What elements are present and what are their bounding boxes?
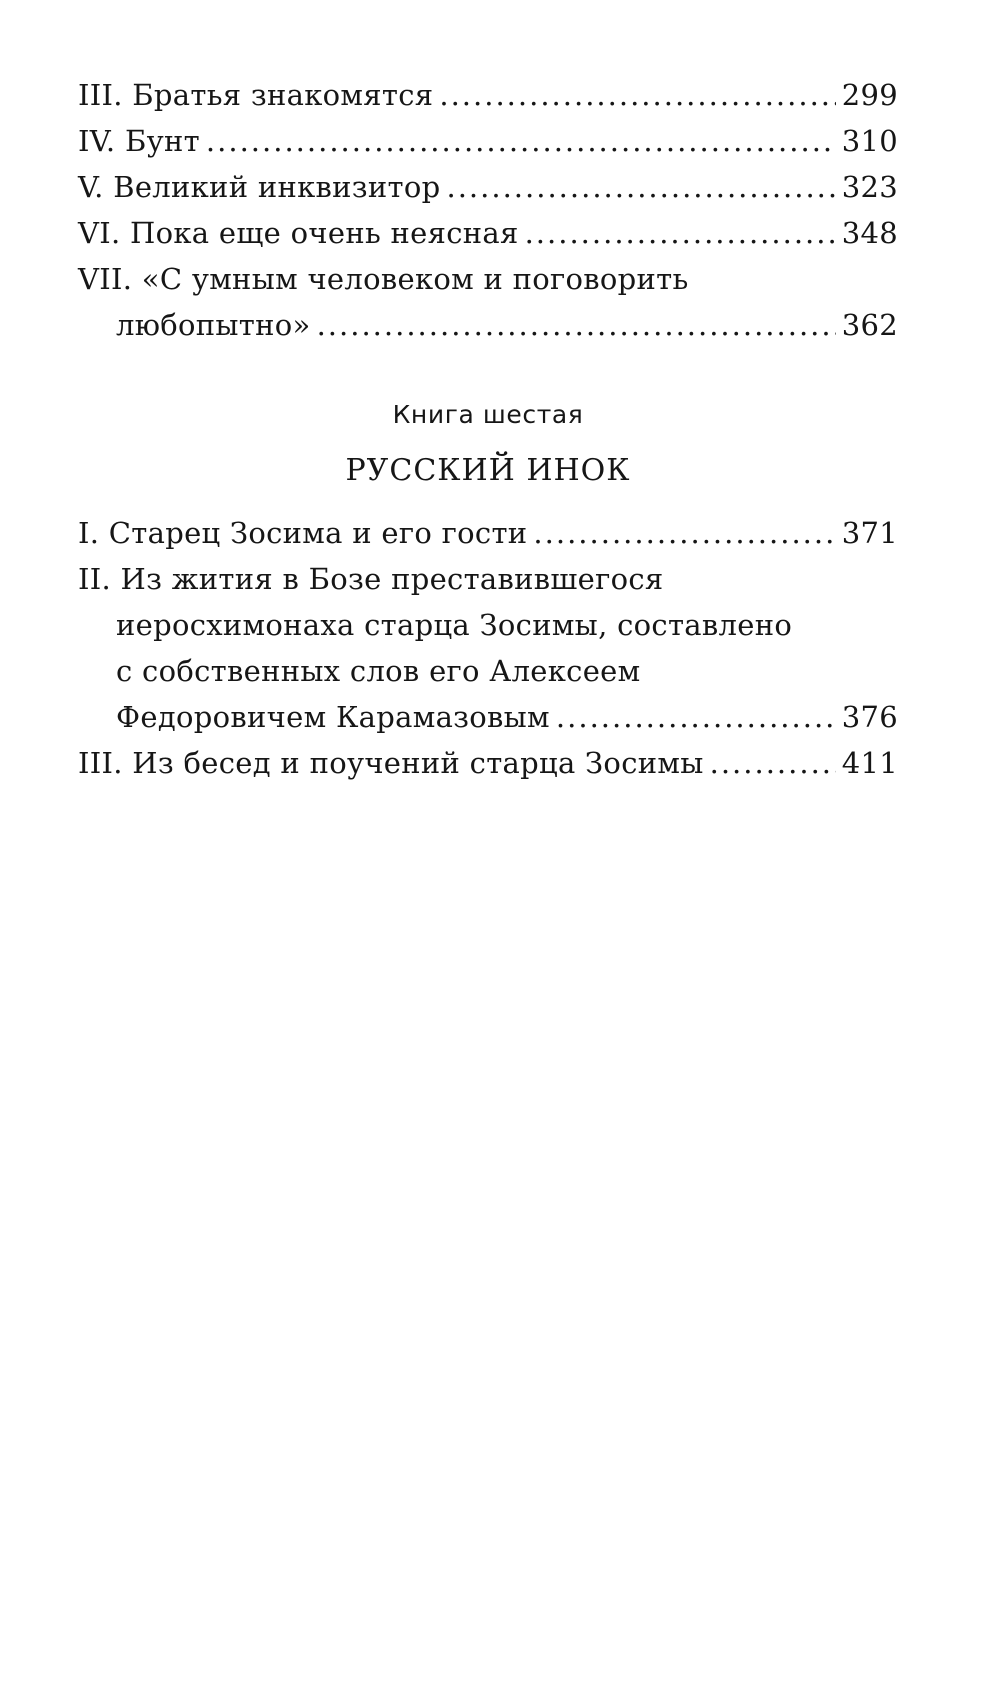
page-number: 323 xyxy=(841,170,898,204)
toc-entry-line xyxy=(78,510,898,556)
toc-entry-line xyxy=(78,740,898,786)
toc-entry-title: Федоровичем Карамазовым xyxy=(116,700,550,734)
toc-entry-line xyxy=(78,648,898,694)
toc-entry-line xyxy=(78,210,898,256)
toc-entry xyxy=(78,210,898,256)
toc-entry-title: IV. Бунт xyxy=(78,124,200,158)
toc-entry xyxy=(78,164,898,210)
toc-entry xyxy=(78,556,898,740)
dot-leader xyxy=(556,694,836,740)
toc-entry-title: иеросхимонаха старца Зосимы, составлено xyxy=(116,608,793,642)
toc-entry xyxy=(78,256,898,348)
page-number: 411 xyxy=(841,746,898,780)
dot-leader xyxy=(439,72,835,118)
toc-entry-title: V. Великий инквизитор xyxy=(78,170,441,204)
toc-entry-line xyxy=(78,556,898,602)
book-section-header xyxy=(78,392,898,496)
toc-entry-title: VII. «С умным человеком и поговорить xyxy=(78,262,689,296)
page-number: 371 xyxy=(841,516,898,550)
page-number: 376 xyxy=(841,700,898,734)
toc-entry xyxy=(78,72,898,118)
page-number: 348 xyxy=(841,216,898,250)
toc-entry-title: любопытно» xyxy=(116,308,311,342)
dot-leader xyxy=(710,740,836,786)
toc-list-book-five xyxy=(78,72,898,348)
toc-entry-line xyxy=(78,118,898,164)
toc-list-book-six xyxy=(78,510,898,786)
book-title: РУССКИЙ ИНОК xyxy=(345,453,631,488)
dot-leader xyxy=(317,302,836,348)
dot-leader xyxy=(525,210,836,256)
toc-entry-line xyxy=(78,694,898,740)
toc-entry-line xyxy=(78,302,898,348)
toc-entry xyxy=(78,740,898,786)
page-number: 310 xyxy=(841,124,898,158)
toc-entry-line xyxy=(78,602,898,648)
page-number: 299 xyxy=(841,78,898,112)
dot-leader xyxy=(206,118,836,164)
toc-entry-title: I. Старец Зосима и его гости xyxy=(78,516,528,550)
toc-entry-title: с собственных слов его Алексеем xyxy=(116,654,641,688)
toc-entry xyxy=(78,118,898,164)
toc-entry-line xyxy=(78,256,898,302)
toc-entry xyxy=(78,510,898,556)
toc-entry-line xyxy=(78,164,898,210)
toc-entry-title: II. Из жития в Бозе преставившегося xyxy=(78,562,664,596)
dot-leader xyxy=(446,164,835,210)
page-number: 362 xyxy=(841,308,898,342)
toc-entry-title: III. Из бесед и поучений старца Зосимы xyxy=(78,746,704,780)
toc-entry-line xyxy=(78,72,898,118)
toc-entry-title: VI. Пока еще очень неясная xyxy=(78,216,519,250)
toc-entry-title: III. Братья знакомятся xyxy=(78,78,434,112)
dot-leader xyxy=(533,510,835,556)
table-of-contents-page xyxy=(78,72,898,786)
book-label: Книга шестая xyxy=(392,400,584,429)
